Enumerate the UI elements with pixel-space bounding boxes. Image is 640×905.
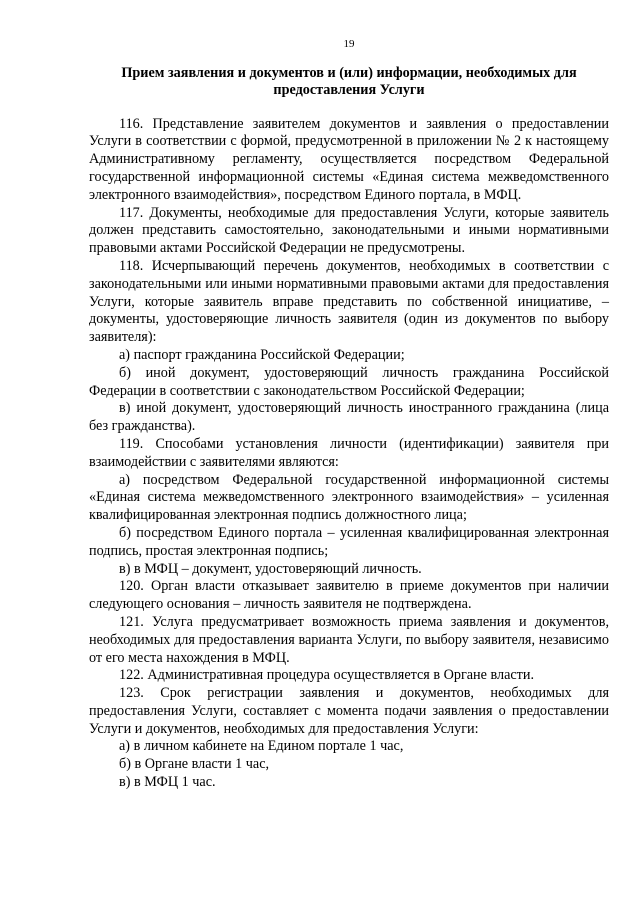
section-heading-line-2: предоставления Услуги bbox=[273, 81, 425, 98]
section-heading bbox=[89, 65, 609, 99]
section-heading-line-1: Прием заявления и документов и (или) информации, необходимых для bbox=[121, 65, 577, 81]
paragraph-123: 123. Срок регистрации заявления и документов, необходимых для предоставления Услуги, составляет с момента подачи заявления о предоставлении Услуги и документов, необходимых для предоставления Услуги: bbox=[89, 685, 609, 737]
list-item-123-v: в) в МФЦ 1 час. bbox=[119, 774, 216, 791]
paragraph-120: 120. Орган власти отказывает заявителю в приеме документов при наличии следующего основания – личность заявителя не подтверждена. bbox=[89, 578, 609, 613]
list-item-118-a: а) паспорт гражданина Российской Федерации; bbox=[119, 346, 405, 363]
paragraph-118: 118. Исчерпывающий перечень документов, необходимых в соответствии с законодательными или иными нормативными правовыми актами для предоставления Услуги, которые заявитель вправе представить по собственной инициативе, – документы, удостоверяющие личность заявителя (один из документов по выбору заявителя): bbox=[89, 257, 609, 346]
list-item-123-a: а) в личном кабинете на Едином портале 1 час, bbox=[119, 738, 404, 755]
page-number: 19 bbox=[343, 38, 355, 50]
list-item-123-b: б) в Органе власти 1 час, bbox=[119, 756, 270, 773]
list-item-118-b: б) иной документ, удостоверяющий личность гражданина Российской Федерации в соответствии с законодательством Российской Федерации; bbox=[89, 364, 609, 399]
paragraph-117: 117. Документы, необходимые для предоставления Услуги, которые заявитель должен представить самостоятельно, законодательными и иными нормативными правовыми актами Российской Федерации не предусмотрены. bbox=[89, 204, 609, 257]
list-item-119-b: б) посредством Единого портала – усиленная квалифицированная электронная подпись, простая электронная подпись; bbox=[89, 524, 609, 559]
list-item-119-v: в) в МФЦ – документ, удостоверяющий личность. bbox=[119, 560, 422, 577]
list-item-118-v: в) иной документ, удостоверяющий личность иностранного гражданина (лица без гражданства). bbox=[89, 400, 609, 435]
document-body bbox=[89, 116, 609, 792]
list-item-119-a: а) посредством Федеральной государственной информационной системы «Единая система межведомственного электронного взаимодействия» – усиленная квалифицированная электронная подпись должностного лица; bbox=[89, 471, 609, 524]
paragraph-122: 122. Административная процедура осуществляется в Органе власти. bbox=[119, 667, 535, 684]
paragraph-121: 121. Услуга предусматривает возможность приема заявления и документов, необходимых для предоставления варианта Услуги, по выбору заявителя, независимо от его места нахождения в МФЦ. bbox=[89, 613, 609, 666]
paragraph-119: 119. Способами установления личности (идентификации) заявителя при взаимодействии с заявителями являются: bbox=[89, 435, 609, 470]
paragraph-116: 116. Представление заявителем документов и заявления о предоставлении Услуги в соответствии с формой, предусмотренной в приложении № 2 к настоящему Административному регламенту, осуществляется посредством Федеральной государственной информационной системы «Единая система межведомственного электронного взаимодействия», посредством Единого портала, в МФЦ. bbox=[89, 115, 609, 203]
